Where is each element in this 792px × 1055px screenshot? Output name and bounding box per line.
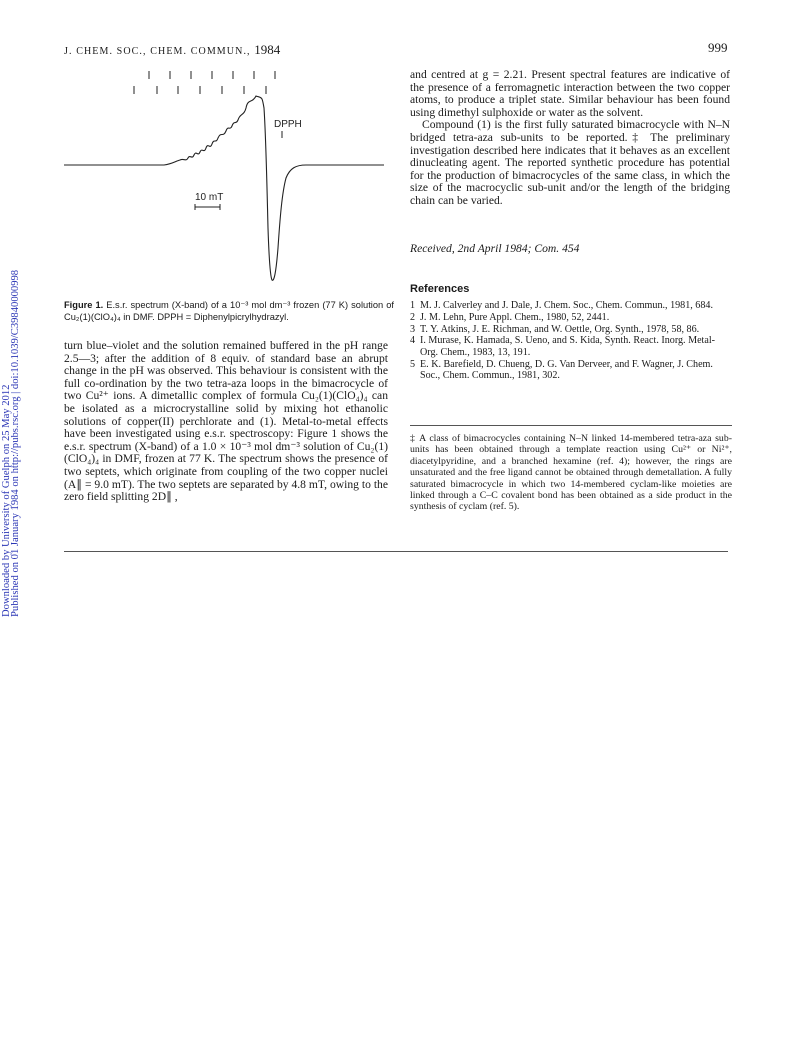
received-line: Received, 2nd April 1984; Com. 454	[410, 242, 580, 255]
caption-text: E.s.r. spectrum (X-band) of a 10⁻³ mol dm⁻³ frozen (77 K) solution of Cu₂(1)(ClO₄)₄ in DMF. DPPH = Diphenylpicrylhydrazyl.	[64, 300, 394, 322]
right-paragraph-1: and centred at g = 2.21. Present spectral features are indicative of the presence of a ferromagnetic interaction between the two copper atoms, to produce a triplet state. Similar behaviour has been found using dimethyl sulphoxide or water as the solvent.	[410, 68, 730, 119]
figure-caption	[64, 300, 394, 323]
reference-text: E. K. Barefield, D. Chueng, D. G. Van Derveer, and F. Wagner, J. Chem. Soc., Chem. Commun., 1981, 302.	[420, 358, 713, 382]
footnote: ‡ A class of bimacrocycles containing N–N linked 14-membered tetra-aza sub-units has been obtained through a template reaction using Cu²⁺ or Ni²⁺, diacetylpyridine, and a branched hexamine (ref. 4); however, the rings are unsaturated and the free ligand cannot be obtained through demetallation. A fully saturated bimacrocycle in which two 14-membered cyclam-like moieties are linked through a C–C covalent bond has been obtained as a side product in the synthesis of cyclam (ref. 5).	[410, 433, 732, 513]
page-bottom-rule	[64, 551, 728, 552]
download-line[interactable]: Downloaded by University of Guelph on 25 May 2012	[1, 384, 12, 617]
dpph-label: DPPH	[274, 119, 302, 130]
reference-number: 5	[410, 358, 416, 370]
caption-label: Figure 1.	[64, 300, 104, 310]
left-body-text: turn blue–violet and the solution remained buffered in the pH range 2.5—3; after the addition of 8 equiv. of standard base an abrupt change in the pH was observed. This behaviour is consistent with the full co-ordination by the two tetra-aza loops in the bimacrocycle of two Cu²⁺ ions. A dimetallic complex of formula Cu₂(1)(ClO₄)₄ can be isolated as a microcrystalline solid by mixing hot ethanolic solutions of copper(II) perchlorate and (1). Metal-to-metal effects have been investigated using e.s.r. spectroscopy: Figure 1 shows the e.s.r. spectrum (X-band) of a 1.0 × 10⁻³ mol dm⁻³ solution of Cu₂(1)(ClO₄)₄ in DMF, frozen at 77 K. The spectrum shows the presence of two septets, which originate from coupling of the two copper nuclei (A∥ = 9.0 mT). The two septets are separated by 4.8 mT, owing to the zero field splitting 2D∥ ,	[64, 339, 388, 504]
running-head	[64, 42, 280, 58]
doi-line[interactable]: Published on 01 January 1984 on http://pubs.rsc.org | doi:10.1039/C39840000998	[10, 269, 21, 617]
reference-text: T. Y. Atkins, J. E. Richman, and W. Oettle, Org. Synth., 1978, 58, 86.	[420, 323, 700, 335]
page-number: 999	[708, 40, 728, 55]
reference-item	[410, 359, 732, 382]
esr-spectrum-figure	[60, 68, 390, 293]
references-heading: References	[410, 283, 470, 295]
reference-item	[410, 324, 732, 336]
scale-bar	[195, 204, 220, 210]
right-column	[410, 69, 730, 208]
hyperfine-markers	[134, 71, 275, 94]
reference-text: M. J. Calverley and J. Dale, J. Chem. Soc., Chem. Commun., 1981, 684.	[420, 300, 713, 311]
reference-text: I. Murase, K. Hamada, S. Ueno, and S. Kida, Synth. React. Inorg. Metal-Org. Chem., 1983, 13, 191.	[420, 335, 715, 358]
footnote-rule	[410, 425, 732, 426]
reference-item	[410, 312, 732, 324]
reference-number: 2	[410, 311, 416, 323]
reference-number: 4	[410, 335, 416, 347]
reference-number: 3	[410, 323, 416, 335]
reference-text: J. M. Lehn, Pure Appl. Chem., 1980, 52, 2441.	[420, 311, 610, 323]
right-paragraph-2: Compound (1) is the first fully saturated bimacrocycle with N–N bridged tetra-aza sub-units to be reported.‡ The preliminary investigation described here indicates that it behaves as an excellent dinucleating agent. The reported synthetic procedure has potential for the production of bimacrocycles of the same class, in which the size of the macrocyclic sub-unit and/or the length of the bridging chain can be varied.	[410, 118, 730, 207]
left-column	[64, 340, 388, 504]
download-watermark	[2, 262, 20, 617]
reference-item	[410, 300, 732, 312]
journal-year: 1984	[254, 42, 281, 57]
references-list	[410, 300, 732, 382]
reference-number: 1	[410, 300, 416, 311]
spectrum-trace	[64, 96, 384, 280]
reference-item	[410, 335, 732, 358]
journal-name: J. CHEM. SOC., CHEM. COMMUN.,	[64, 46, 251, 57]
scale-bar-label: 10 mT	[195, 192, 224, 203]
